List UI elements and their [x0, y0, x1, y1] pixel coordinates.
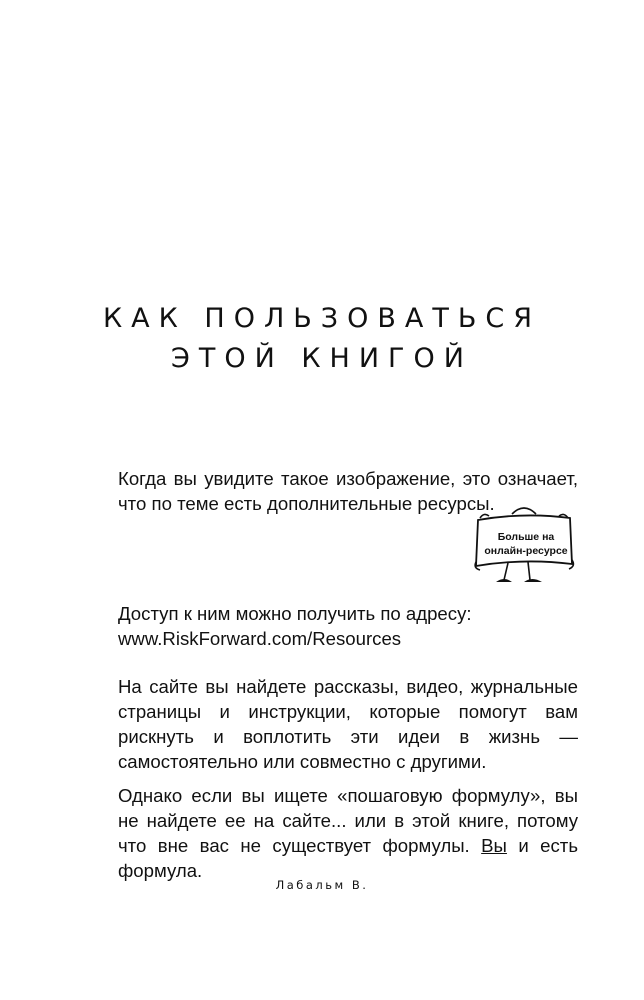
access-text: Доступ к ним можно получить по адресу:: [118, 603, 472, 624]
formula-paragraph: [118, 783, 578, 883]
page-title-line-1: КАК ПОЛЬЗОВАТЬСЯ: [103, 303, 541, 334]
site-paragraph: На сайте вы найдете рассказы, видео, журнальные страницы и инструкции, которые помогут вам рискнуть и воплотить эти идеи в жизнь — самостоятельно или совместно с другими.: [118, 676, 578, 772]
formula-text-after: и есть формула.: [118, 835, 579, 881]
intro-paragraph: Когда вы увидите такое изображение, это означает, что по теме есть дополнительные ресурсы.: [118, 468, 578, 514]
running-footer: Лабальм В.: [275, 878, 369, 892]
online-resource-badge: [468, 500, 580, 590]
badge-line-1: Больше на: [497, 531, 555, 543]
resource-url-link[interactable]: www.RiskForward.com/Resources: [118, 628, 402, 649]
access-paragraph: [118, 601, 578, 651]
formula-text-before: Однако если вы ищете «пошаговую формулу», вы не найдете ее на сайте... или в этой книге, потому что вне вас не существует формулы.: [118, 785, 578, 856]
page-title-line-2: ЭТОЙ КНИГОЙ: [171, 343, 473, 374]
formula-emphasis: Вы: [481, 835, 507, 856]
badge-line-2: онлайн-ресурсе: [484, 545, 568, 557]
